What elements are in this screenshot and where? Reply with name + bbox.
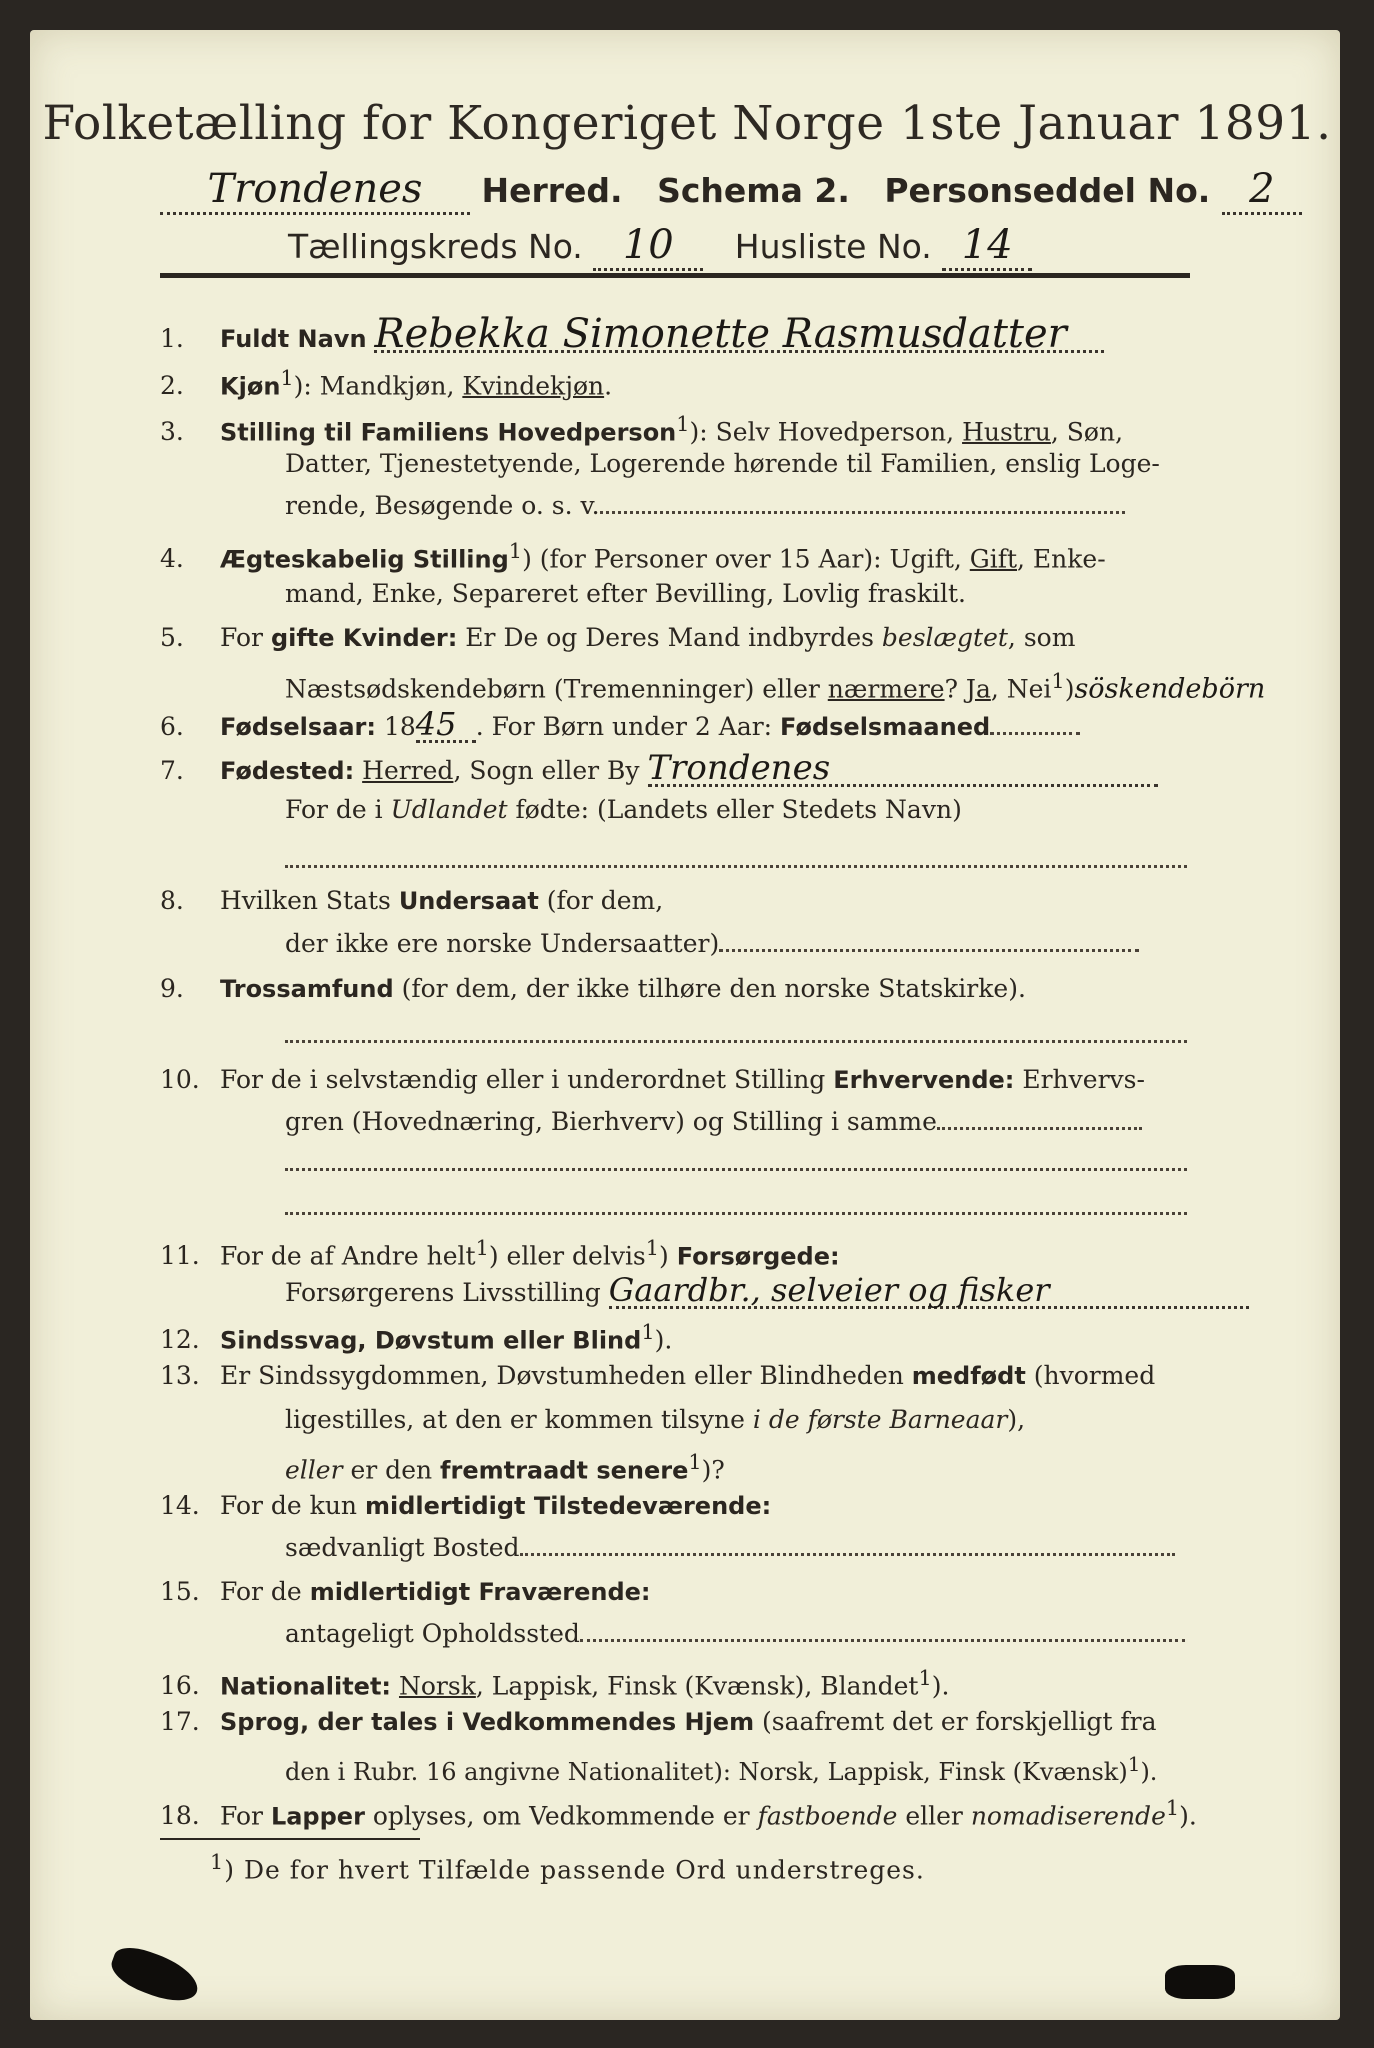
gender-answer: Kvindekjøn: [462, 371, 605, 401]
ink-blot-right: [1165, 1965, 1235, 1999]
kreds-label: Tællingskreds No.: [288, 227, 583, 266]
question-18: 18. For Lapper oplyses, om Vedkommende er fastboende eller nomadiserende$^1$).: [160, 1796, 1197, 1831]
husliste-label: Husliste No.: [734, 227, 932, 266]
kinship-handwritten: sӧskendebörn: [1074, 673, 1266, 705]
herred-label: Herred.: [481, 171, 623, 210]
form-title: Folketælling for Kongeriget Norge 1ste Januar 1891.: [42, 96, 1332, 151]
question-1: 1. Fuldt Navn Rebekka Simonette Rasmusdatter: [160, 318, 1104, 355]
family-position-answer: Hustru: [962, 417, 1051, 447]
birthplace-type-answer: Herred: [362, 756, 454, 785]
question-16: 16. Nationalitet: Norsk, Lappisk, Finsk (Kvænsk), Blandet$^1$).: [160, 1666, 950, 1701]
question-4: 4. Ægteskabelig Stilling$^1$) (for Personer over 15 Aar): Ugift, Gift, Enke-: [160, 539, 1106, 574]
birthplace-handwritten: Trondenes: [648, 752, 1158, 787]
kreds-line: [288, 222, 1032, 271]
question-3-line-3: rende, Besøgende o. s. v.: [285, 490, 1125, 522]
question-10-line-2: gren (Hovednæring, Bierhverv) og Stilling i samme: [285, 1106, 1142, 1138]
personseddel-number: 2: [1222, 166, 1302, 215]
question-13-line-2: ligestilles, at den er kommen tilsyne i de første Barneaar),: [285, 1405, 1026, 1434]
question-5: 5. For gifte Kvinder: Er De og Deres Mand indbyrdes beslægtet, som: [160, 623, 1076, 652]
herred-handwritten: Trondenes: [160, 166, 470, 215]
question-10: 10. For de i selvstændig eller i underordnet Stilling Erhvervende: Erhvervs-: [160, 1065, 1145, 1094]
question-5-line-2: Næstsødskendebørn (Tremenninger) eller nærmere? Ja, Nei$^1$)sӧskendebörn: [285, 669, 1266, 705]
kreds-number: 10: [593, 222, 703, 271]
question-7: 7. Fødested: Herred, Sogn eller By Trondenes: [160, 752, 1158, 787]
question-4-line-2: mand, Enke, Separeret efter Bevilling, Lovlig fraskilt.: [285, 579, 966, 608]
question-10-blank-line-2: [285, 1212, 1187, 1215]
herred-line: [160, 166, 1302, 215]
question-11-line-2: Forsørgerens Livsstilling Gaardbr., selveier og fisker: [285, 1274, 1249, 1309]
question-6: 6. Fødselsaar: 1845 . For Børn under 2 Aar: Fødselsmaaned: [160, 708, 1080, 743]
question-11: 11. For de af Andre helt$^1$) eller delvis$^1$) Forsørgede:: [160, 1236, 840, 1271]
question-7-blank-line: [285, 865, 1187, 868]
full-name-handwritten: Rebekka Simonette Rasmusdatter: [374, 318, 1104, 353]
footnote: $^1$) De for hvert Tilfælde passende Ord understreges.: [210, 1850, 925, 1885]
husliste-number: 14: [942, 222, 1032, 271]
question-2: 2. Kjøn$^1$): Mandkjøn, Kvindekjøn.: [160, 366, 613, 401]
header-divider: [160, 273, 1190, 278]
question-3-line-2: Datter, Tjenestetyende, Logerende hørende til Familien, enslig Loge-: [285, 449, 1160, 478]
question-9-blank-line: [285, 1040, 1187, 1043]
question-13-line-3: eller er den fremtraadt senere$^1$)?: [285, 1450, 725, 1485]
personseddel-label: Personseddel No.: [884, 171, 1211, 210]
question-17: 17. Sprog, der tales i Vedkommendes Hjem (saafremt det er forskjelligt fra: [160, 1707, 1157, 1736]
question-14: 14. For de kun midlertidigt Tilstedeværende:: [160, 1491, 772, 1520]
question-8-line-2: der ikke ere norske Undersaatter): [285, 928, 1139, 960]
provider-occupation-handwritten: Gaardbr., selveier og fisker: [609, 1274, 1249, 1309]
question-3: 3. Stilling til Familiens Hovedperson$^1$): Selv Hovedperson, Hustru, Søn,: [160, 412, 1124, 447]
birth-year-handwritten: 45: [416, 708, 476, 743]
schema-label: Schema 2.: [657, 171, 850, 210]
kinship-answer: Ja: [965, 674, 991, 704]
question-17-line-2: den i Rubr. 16 angivne Nationalitet): Norsk, Lappisk, Finsk (Kvænsk)$^1$).: [285, 1752, 1158, 1786]
question-10-blank-line-1: [285, 1168, 1187, 1171]
question-15-line-2: antageligt Opholdssted: [285, 1618, 1185, 1650]
footnote-divider: [160, 1838, 420, 1840]
question-12: 12. Sindssvag, Døvstum eller Blind$^1$).: [160, 1320, 673, 1355]
nationality-answer: Norsk: [398, 1671, 476, 1701]
question-14-line-2: sædvanligt Bosted: [285, 1532, 1175, 1564]
question-13: 13. Er Sindssygdommen, Døvstumheden eller Blindheden medfødt (hvormed: [160, 1361, 1156, 1390]
marital-answer: Gift: [969, 544, 1018, 574]
question-9: 9. Trossamfund (for dem, der ikke tilhøre den norske Statskirke).: [160, 974, 1026, 1003]
question-15: 15. For de midlertidigt Fraværende:: [160, 1577, 651, 1606]
question-7-line-2: For de i Udlandet fødte: (Landets eller Stedets Navn): [285, 795, 962, 824]
question-8: 8. Hvilken Stats Undersaat (for dem,: [160, 886, 664, 915]
